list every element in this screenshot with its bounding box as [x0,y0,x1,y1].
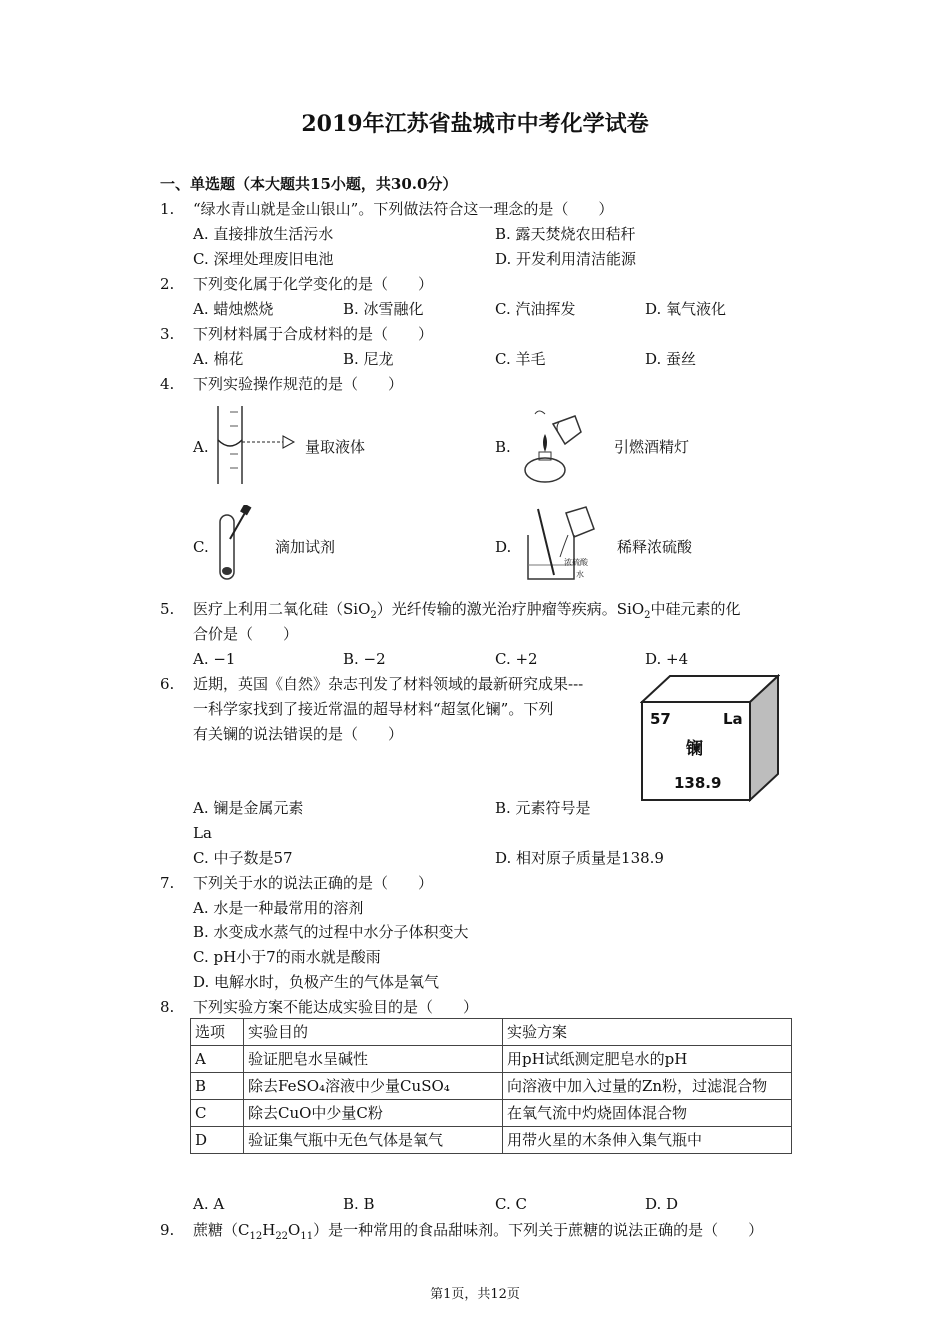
option-d: D. D [645,1195,679,1213]
option-b-continued: La [193,824,212,842]
option-a: A. −1 [193,650,236,668]
option-a: A. 蜡烛燃烧 [193,300,274,318]
figure-label-water: 水 [576,570,584,579]
option-b: B. 水变成水蒸气的过程中水分子体积变大 [193,923,469,941]
question-stem: 下列实验操作规范的是（ ） [193,375,404,393]
option-b: B. 元素符号是 [495,799,591,817]
question-number: 9. [160,1221,175,1239]
table-header-row [191,1019,792,1046]
option-b: B. 尼龙 [343,350,394,368]
table-cell: 用带火星的木条伸入集气瓶中 [503,1127,792,1154]
atomic-mass: 138.9 [674,774,722,792]
element-name: 镧 [686,739,703,759]
option-a-letter: A. [193,438,209,456]
question-stem: 下列关于水的说法正确的是（ ） [193,874,434,892]
experiment-table [190,1018,792,1154]
table-cell: 用pH试纸测定肥皂水的pH [503,1046,792,1073]
figure-label-acid: 浓硫酸 [564,558,588,567]
option-d-letter: D. [495,538,512,556]
table-cell: 除去FeSO₄溶液中少量CuSO₄ [244,1073,503,1100]
question-number: 4. [160,375,175,393]
question-stem-line3: 有关镧的说法错误的是（ ） [193,725,404,743]
table-row [191,1127,792,1154]
table-header-cell: 实验方案 [503,1019,792,1046]
question-stem-line2: 合价是（ ） [193,625,299,643]
option-c: C. 羊毛 [495,350,546,368]
option-c: C. +2 [495,650,538,668]
option-b: B. 露天焚烧农田秸秆 [495,225,636,243]
option-b: B. 冰雪融化 [343,300,424,318]
option-c: C. 汽油挥发 [495,300,576,318]
question-stem-line1: 医疗上利用二氧化硅（SiO$_2$）光纤传输的激光治疗肿瘤等疾病。SiO$_2$中硅元素的化 [193,600,741,621]
question-number: 3. [160,325,175,343]
option-b: B. B [343,1195,375,1213]
table-cell: C [191,1100,244,1127]
question-number: 6. [160,675,175,693]
question-stem: 下列材料属于合成材料的是（ ） [193,325,434,343]
option-b: B. −2 [343,650,386,668]
option-c: C. 中子数是57 [193,849,293,867]
table-cell: 验证集气瓶中无色气体是氧气 [244,1127,503,1154]
question-stem: 下列变化属于化学变化的是（ ） [193,275,434,293]
element-symbol: La [723,710,743,728]
option-a: A. 直接排放生活污水 [193,225,334,243]
table-row [191,1100,792,1127]
option-c-letter: C. [193,538,209,556]
option-b-letter: B. [495,438,511,456]
page-footer: 第1页，共12页 [430,1287,520,1302]
question-number: 1. [160,200,175,218]
option-c: C. pH小于7的雨水就是酸雨 [193,948,381,966]
option-a: A. A [193,1195,225,1213]
option-d-label: 稀释浓硫酸 [617,538,693,556]
table-cell: 向溶液中加入过量的Zn粉，过滤混合物 [503,1073,792,1100]
option-a: A. 棉花 [193,350,244,368]
diluting-sulfuric-acid-figure [520,505,612,585]
question-stem-line1: 近期，英国《自然》杂志刊发了材料领域的最新研究成果--- [193,675,584,693]
section-heading: 一、单选题（本大题共15小题，共30.0分） [160,175,458,193]
question-number: 7. [160,874,175,892]
question-stem: 蔗糖$(C_{12}H_{22}O_{11})$是一种常用的食品甜味剂。下列关于蔗糖的说法正确的是（ ） [193,1221,764,1242]
option-d: D. 氧气液化 [645,300,727,318]
table-row [191,1073,792,1100]
table-cell: A [191,1046,244,1073]
option-c: C. 深埋处理废旧电池 [193,250,334,268]
option-a-label: 量取液体 [305,438,366,456]
element-card-lanthanum [640,674,780,802]
question-number: 2. [160,275,175,293]
question-stem: “绿水青山就是金山银山”。下列做法符合这一理念的是（ ） [193,200,614,218]
table-cell: 验证肥皂水呈碱性 [244,1046,503,1073]
dropper-test-tube-figure [208,505,258,585]
question-stem: 下列实验方案不能达成实验目的是（ ） [193,998,479,1016]
question-number: 8. [160,998,175,1016]
option-c: C. C [495,1195,527,1213]
graduated-cylinder-reading-figure [208,404,303,486]
option-d: D. 电解水时，负极产生的气体是氧气 [193,973,440,991]
question-number: 5. [160,600,175,618]
table-cell: 除去CuO中少量C粉 [244,1100,503,1127]
table-header-cell: 实验目的 [244,1019,503,1046]
option-d: D. 开发利用清洁能源 [495,250,637,268]
question-stem-line2: 一科学家找到了接近常温的超导材料“超氢化镧”。下列 [193,700,554,718]
option-d: D. +4 [645,650,689,668]
option-c-label: 滴加试剂 [275,538,336,556]
option-a: A. 水是一种最常用的溶剂 [193,899,364,917]
option-b-label: 引燃酒精灯 [614,438,690,456]
option-a: A. 镧是金属元素 [193,799,304,817]
atomic-number: 57 [650,710,671,728]
page-title: 2019年江苏省盐城市中考化学试卷 [301,111,649,137]
option-d: D. 蚕丝 [645,350,697,368]
table-row [191,1046,792,1073]
alcohol-lamp-lighting-figure [515,404,590,486]
table-cell: D [191,1127,244,1154]
option-d: D. 相对原子质量是138.9 [495,849,664,867]
table-cell: 在氧气流中灼烧固体混合物 [503,1100,792,1127]
table-cell: B [191,1073,244,1100]
table-header-cell: 选项 [191,1019,244,1046]
